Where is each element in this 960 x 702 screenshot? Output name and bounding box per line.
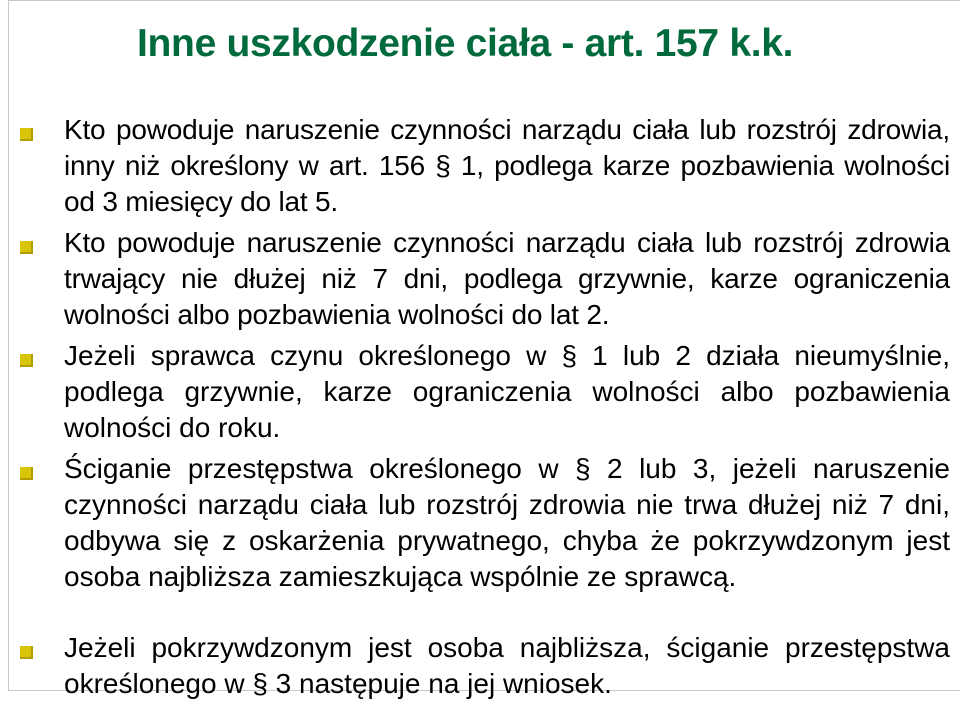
slide-title: Inne uszkodzenie ciała - art. 157 k.k.: [137, 22, 794, 65]
bullet-text: Jeżeli pokrzywdzonym jest osoba najbliższa, ściganie przestępstwa określonego w § 3 następuje na jej wniosek.: [64, 632, 950, 699]
square-bullet-icon: [20, 128, 33, 141]
bullet-text: Ściganie przestępstwa określonego w § 2 lub 3, jeżeli naruszenie czynności narządu ciała lub rozstrój zdrowia nie trwa dłużej niż 7 dni, odbywa się z oskarżenia prywatnego, chyba że pokrzywdzonym jest osoba najbliższa zamieszkująca wspólnie ze sprawcą.: [64, 453, 950, 592]
square-bullet-icon: [20, 646, 33, 659]
square-bullet-icon: [20, 241, 33, 254]
square-bullet-icon: [20, 354, 33, 367]
list-item: [20, 225, 950, 333]
list-item: [20, 112, 950, 220]
list-item: [20, 630, 950, 702]
bullet-text: Kto powoduje naruszenie czynności narządu ciała lub rozstrój zdrowia, inny niż określony w art. 156 § 1, podlega karze pozbawienia wolności od 3 miesięcy do lat 5.: [64, 114, 950, 217]
frame-top-line: [8, 0, 960, 1]
list-item: [20, 338, 950, 446]
frame-left-line: [8, 0, 9, 691]
bullet-text: Jeżeli sprawca czynu określonego w § 1 lub 2 działa nieumyślnie, podlega grzywnie, karze ograniczenia wolności albo pozbawienia wolności do roku.: [64, 340, 950, 443]
list-item: [20, 451, 950, 595]
bullet-text: Kto powoduje naruszenie czynności narządu ciała lub rozstrój zdrowia trwający nie dłużej niż 7 dni, podlega grzywnie, karze ograniczenia wolności albo pozbawienia wolności do lat 2.: [64, 227, 950, 330]
square-bullet-icon: [20, 467, 33, 480]
